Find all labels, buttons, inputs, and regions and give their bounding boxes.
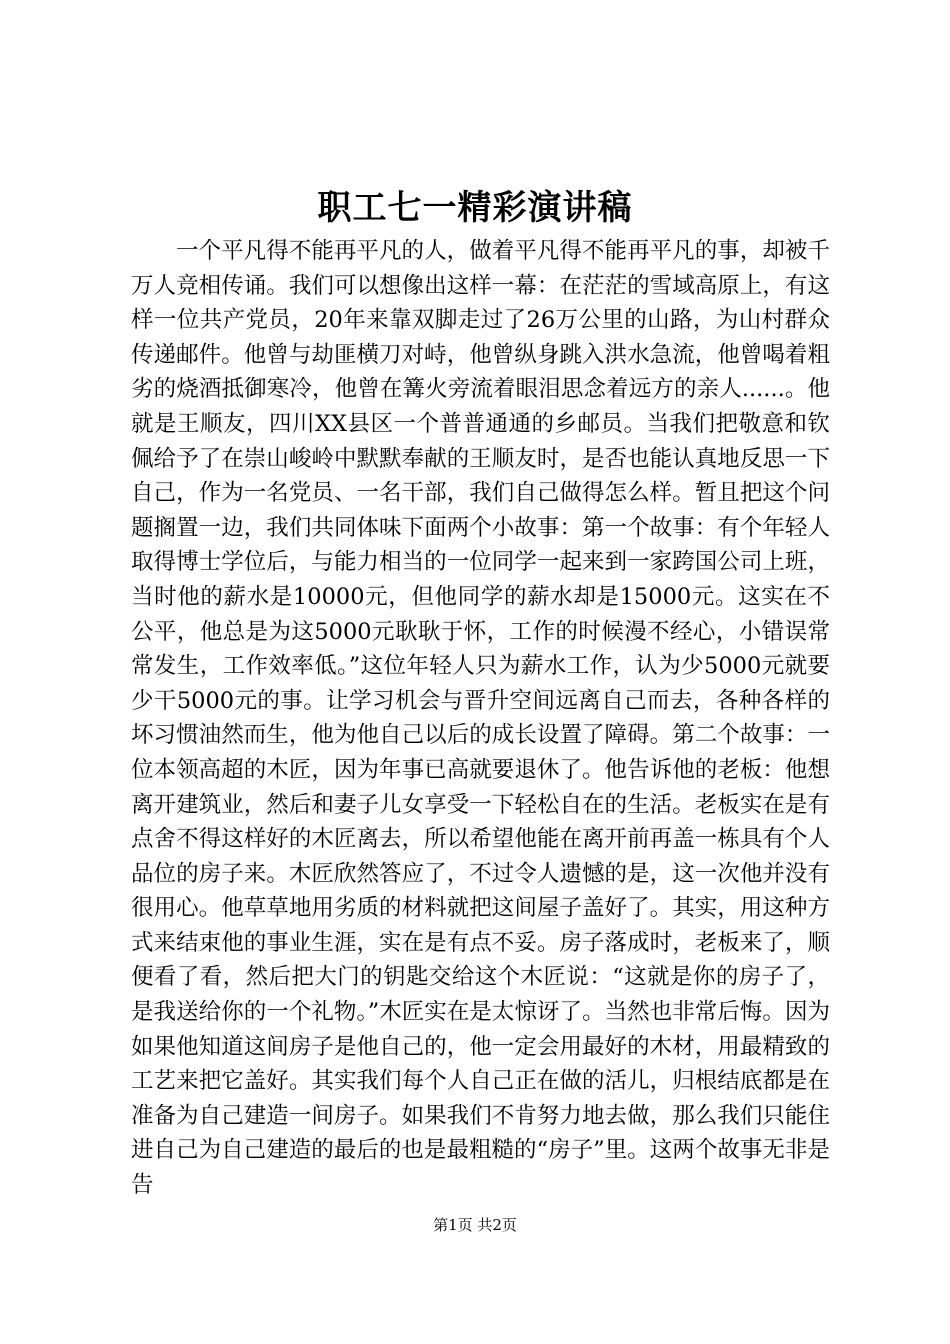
document-body-paragraph: 一个平凡得不能再平凡的人，做着平凡得不能再平凡的事，却被千万人竞相传诵。我们可以想像出这样一幕：在茫茫的雪域高原上，有这样一位共产党员，20年来靠双脚走过了26万公里的山路，为山村群众传递邮件。他曾与劫匪横刀对峙，他曾纵身跳入洪水急流，他曾喝着粗劣的烧酒抵御寒冷，他曾在篝火旁流着眼泪思念着远方的亲人......。他就是王顺友，四川XX县区一个普普通通的乡邮员。当我们把敬意和钦佩给予了在崇山峻岭中默默奉献的王顺友时，是否也能认真地反思一下自己，作为一名党员、一名干部，我们自己做得怎么样。暂且把这个问题搁置一边，我们共同体味下面两个小故事：第一个故事：有个年轻人取得博士学位后，与能力相当的一位同学一起来到一家跨国公司上班，当时他的薪水是10000元，但他同学的薪水却是15000元。这实在不公平，他总是为这5000元耿耿于怀，工作的时候漫不经心，小错误常常发生，工作效率低。”这位年轻人只为薪水工作，认为少5000元就要少干5000元的事。让学习机会与晋升空间远离自己而去，各种各样的坏习惯油然而生，他为他自己以后的成长设置了障碍。第二个故事：一位本领高超的木匠，因为年事已高就要退休了。他告诉他的老板：他想离开建筑业，然后和妻子儿女享受一下轻松自在的生活。老板实在是有点舍不得这样好的木匠离去，所以希望他能在离开前再盖一栋具有个人品位的房子来。木匠欣然答应了，不过令人遗憾的是，这一次他并没有很用心。他草草地用劣质的材料就把这间屋子盖好了。其实，用这种方式来结束他的事业生涯，实在是有点不妥。房子落成时，老板来了，顺便看了看，然后把大门的钥匙交给这个木匠说：“这就是你的房子了，是我送给你的一个礼物。”木匠实在是太惊讶了。当然也非常后悔。因为如果他知道这间房子是他自己的，他一定会用最好的木材，用最精致的工艺来把它盖好。其实我们每个人自己正在做的活儿，归根结底都是在准备为自己建造一间房子。如果我们不肯努力地去做，那么我们只能住进自己为自己建造的最后的也是最粗糙的“房子”里。这两个故事无非是告 xyxy=(131,238,830,1199)
page-number-footer: 第1页 共2页 xyxy=(433,1216,517,1234)
document-title: 职工七一精彩演讲稿 xyxy=(317,188,633,228)
